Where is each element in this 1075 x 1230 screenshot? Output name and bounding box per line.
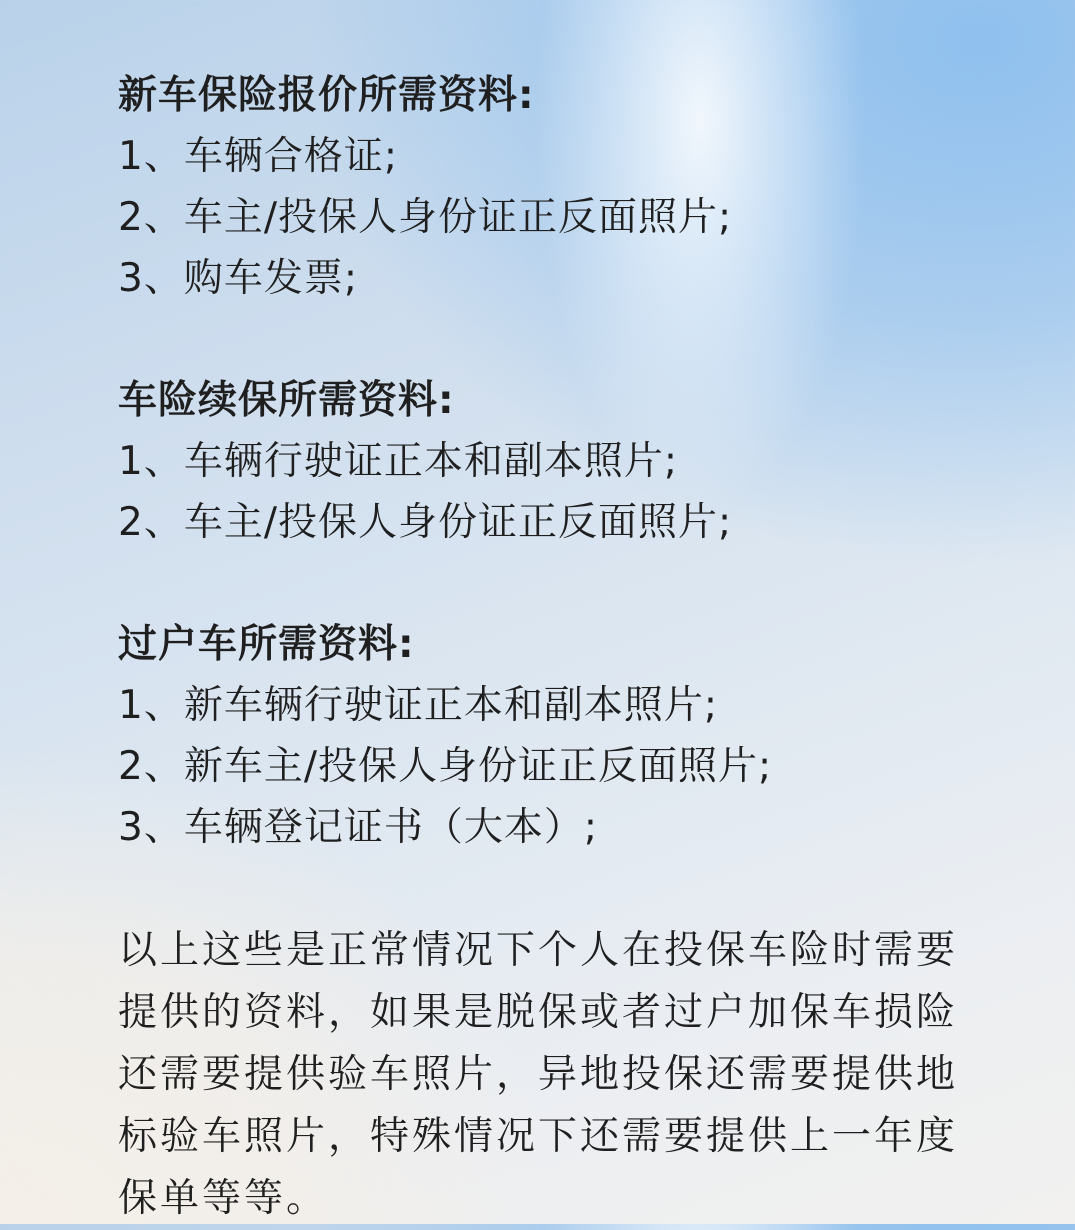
summary-line: 保单等等。 — [118, 1176, 329, 1221]
section-transfer — [118, 615, 978, 858]
summary-line: 还需要提供验车照片，异地投保还需要提供地 — [118, 1052, 959, 1097]
section-renewal — [118, 371, 978, 553]
section-new-car-quote — [118, 66, 978, 309]
summary-line: 提供的资料，如果是脱保或者过户加保车损险 — [118, 990, 959, 1035]
list-item: 3、车辆登记证书（大本）; — [118, 805, 598, 850]
list-item: 1、新车辆行驶证正本和副本照片; — [118, 683, 718, 728]
summary-paragraph — [118, 920, 978, 1230]
list-item: 2、车主/投保人身份证正反面照片; — [118, 195, 733, 240]
section-title: 过户车所需资料: — [118, 622, 415, 667]
list-item: 1、车辆行驶证正本和副本照片; — [118, 439, 678, 484]
list-item: 2、新车主/投保人身份证正反面照片; — [118, 744, 773, 789]
section-title: 车险续保所需资料: — [118, 378, 455, 423]
summary-line: 标验车照片，特殊情况下还需要提供上一年度 — [118, 1114, 959, 1159]
section-title: 新车保险报价所需资料: — [118, 73, 535, 118]
list-item: 2、车主/投保人身份证正反面照片; — [118, 500, 733, 545]
list-item: 1、车辆合格证; — [118, 134, 398, 179]
list-item: 3、购车发票; — [118, 256, 358, 301]
summary-line: 以上这些是正常情况下个人在投保车险时需要 — [118, 928, 959, 973]
document-content — [118, 66, 978, 1230]
